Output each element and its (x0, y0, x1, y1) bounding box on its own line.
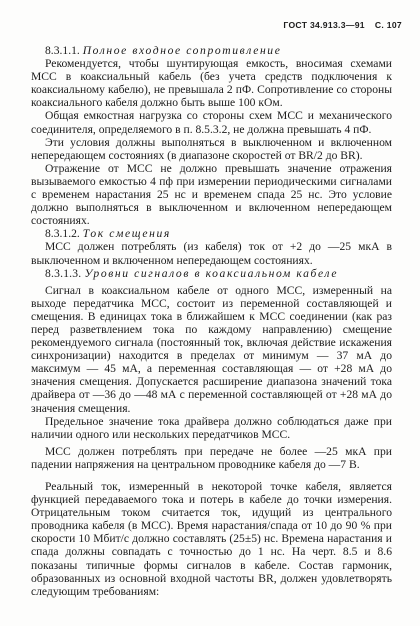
section-heading-signal-levels (31, 267, 392, 280)
paragraph: Предельное значение тока драйвера должно соблюдаться даже при наличии одного или нескольких передатчиков МСС. (31, 414, 392, 441)
paragraph: Эти условия должны выполняться в выключенном и включенном непередающем состояниях (в диапазоне скоростей от BR/2 до BR). (31, 135, 392, 162)
standard-designation: ГОСТ 34.913.3—91 (283, 20, 365, 30)
paragraph: Реальный ток, измеренный в некоторой точке кабеля, является функцией передаваемого тока и потерь в кабеле до точки измерения. Отрицательным током считается ток, идущий из центрального проводника кабеля (в МСС). Время нарастания/спада от 10 до 90 % при скорости 10 Мбит/с должно составлять (25±5) нс. Времена нарастания и спада должны совпадать с точностью до 1 нс. На черт. 8.5 и 8.6 показаны типичные формы сигналов в кабеле. Состав гармоник, образованных из основной входной частоты BR, должен удовлетворять следующим требованиям: (31, 480, 392, 598)
paragraph: МСС должен потреблять при передаче не более —25 мкА при падении напряжения на центральном проводнике кабеля до —7 В. (31, 444, 392, 471)
section-title: Уровни сигналов в коаксиальном кабеле (84, 266, 339, 280)
section-heading-bias-current (31, 227, 392, 240)
section-number: 8.3.1.3. (45, 266, 82, 280)
body-text (31, 44, 392, 598)
section-number: 8.3.1.1. (45, 44, 80, 57)
page-number: С. 107 (374, 20, 402, 30)
section-title: Ток смещения (82, 227, 171, 241)
paragraph: Рекомендуется, чтобы шунтирующая емкость, вносимая схемами МСС в коаксиальный кабель (без учета средств подключения к коаксиальному кабелю), не превышала 2 пФ. Сопротивление со стороны коаксиального кабеля должно быть выше 100 кОм. (31, 57, 392, 110)
section-heading-input-impedance (31, 44, 392, 57)
paragraph: Сигнал в коаксиальном кабеле от одного МСС, измеренный на выходе передатчика МСС, состоит из переменной составляющей и смещения. В единицах тока в ближайшем к МСС соединении (как раз перед разветвлением тока по каждому направлению) смещение рекомендуемого сигнала (постоянный ток, включая действие искажения синхронизации) находится в пределах от минимум — 37 мА до максимум — 45 мА, а переменная составляющая — от +28 мА до значения смещения. Допускается расширение диапазона значений тока драйвера от —36 до —48 мА с переменной составляющей от +28 мА до значения смещения. (31, 283, 392, 415)
paragraph: МСС должен потреблять (из кабеля) ток от +2 до —25 мкА в выключенном и включенном непередающем состояниях. (31, 240, 392, 267)
section-title: Полное входное сопротивление (82, 44, 282, 57)
section-number: 8.3.1.2. (45, 227, 80, 241)
page-header (283, 20, 402, 30)
paragraph: Общая емкостная нагрузка со стороны схем МСС и механического соединителя, определяемого в п. 8.5.3.2, не должна превышать 4 пФ. (31, 109, 392, 136)
paragraph: Отражение от МСС не должно превышать значение отражения вызываемого емкостью 4 пф при измерении периодическими сигналами с временем нарастания 25 нс и временем спада 25 нс. Это условие должно выполняться в выключенном и включенном непередающем состояниях. (31, 161, 392, 228)
